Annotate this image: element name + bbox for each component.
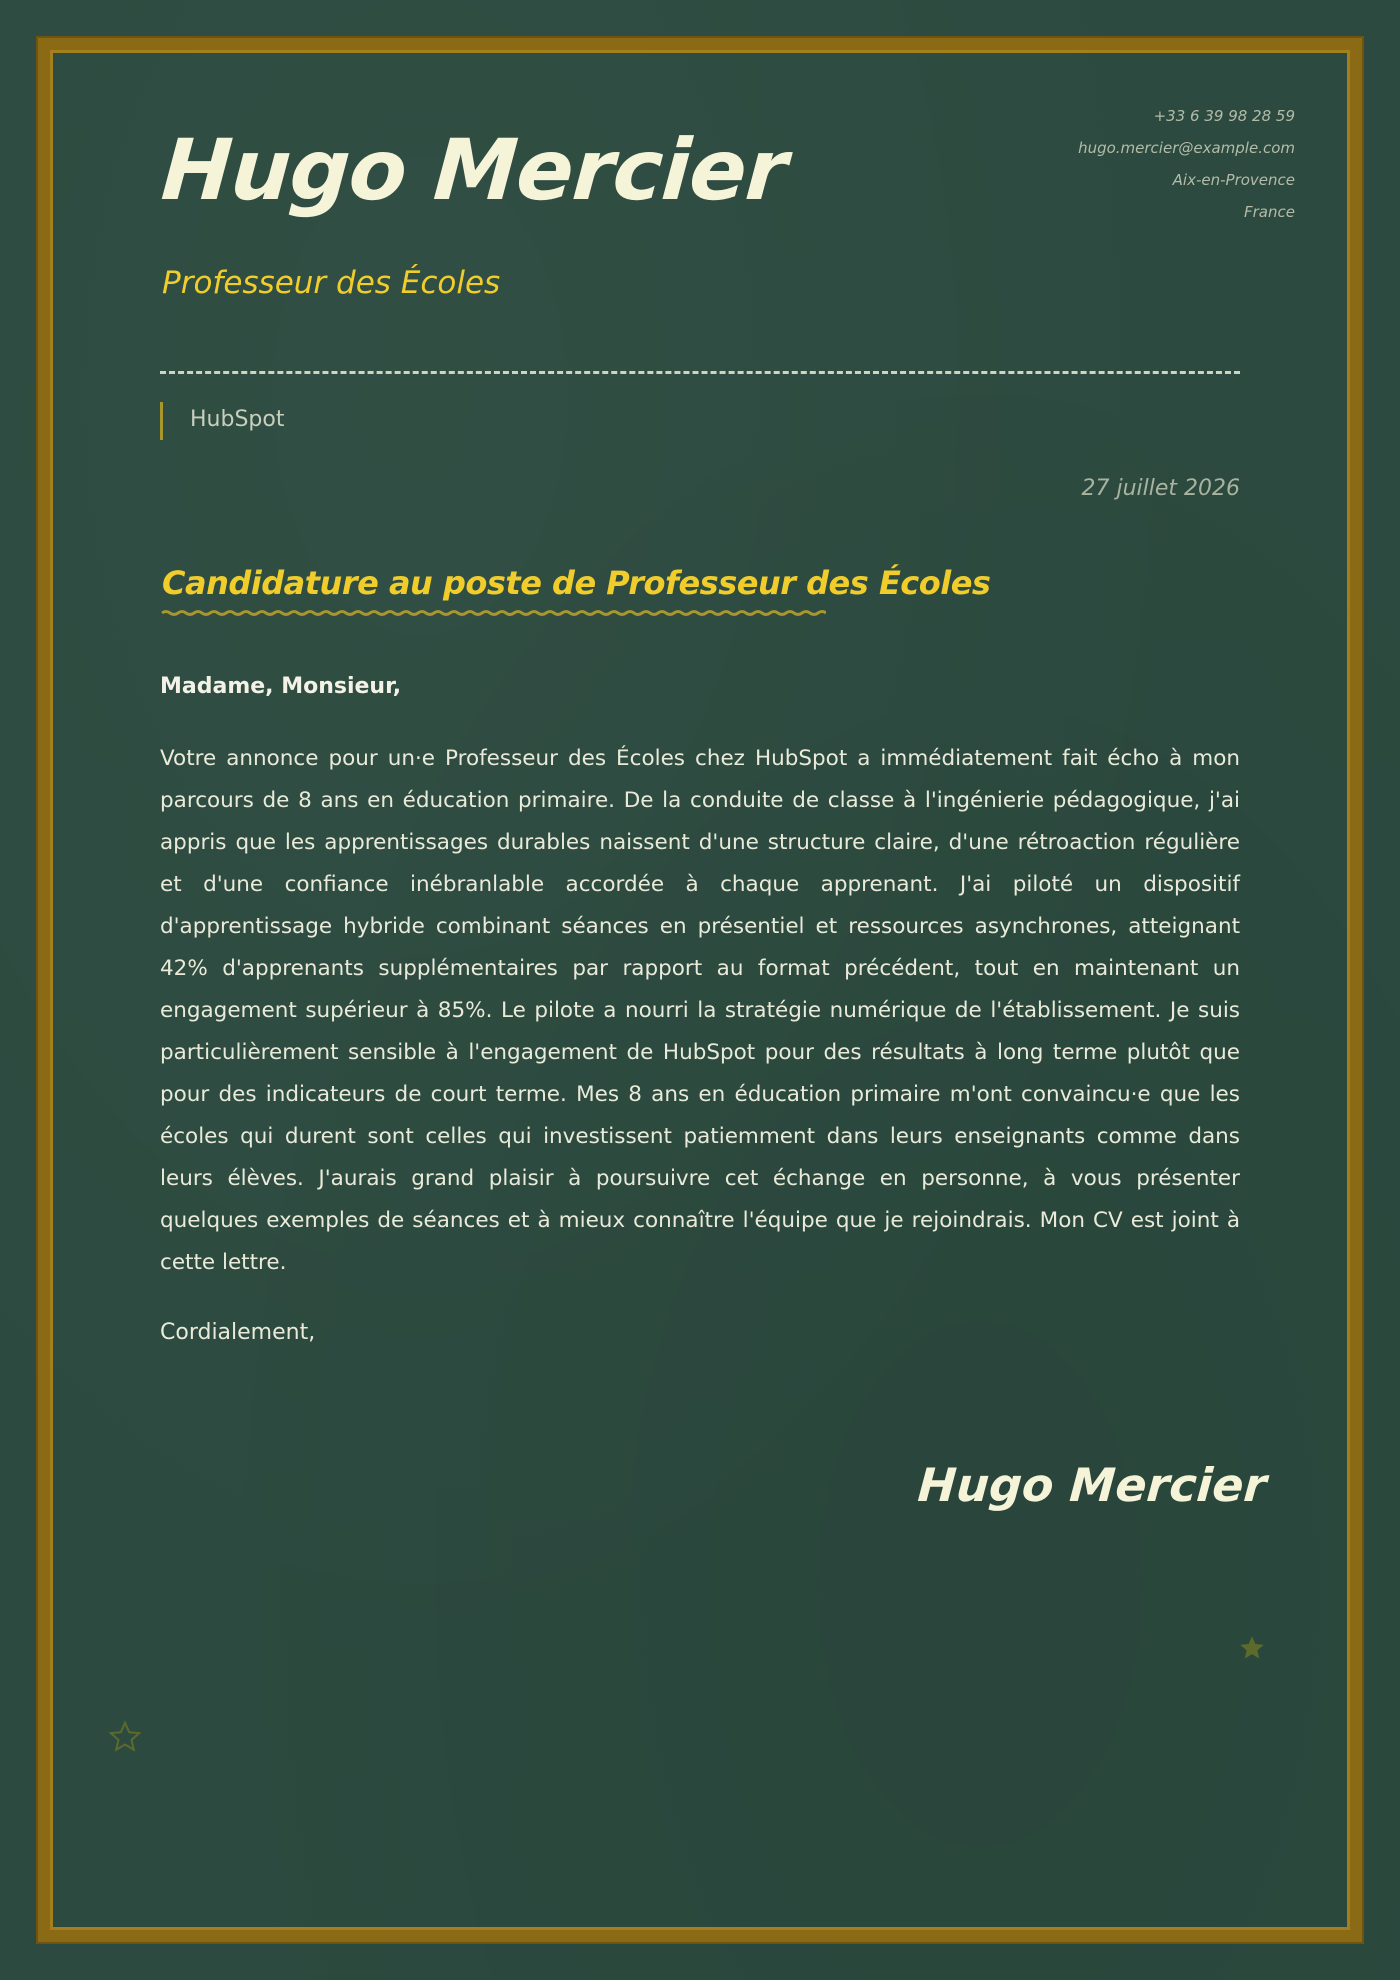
star-outline-icon — [108, 1720, 142, 1754]
subject-wave-underline — [160, 606, 826, 620]
recipient-company: HubSpot — [160, 402, 284, 440]
contact-block — [1078, 100, 1295, 228]
letter-subject: Candidature au poste de Professeur des Écoles — [162, 564, 991, 602]
closing: Cordialement, — [160, 1320, 316, 1345]
signature: Hugo Mercier — [916, 1458, 1269, 1512]
sender-name: Hugo Mercier — [158, 121, 790, 219]
contact-city: Aix-en-Provence — [1172, 171, 1295, 189]
star-filled-icon — [1238, 1634, 1266, 1662]
letter-body: Votre annonce pour un·e Professeur des Écoles chez HubSpot a immédiatement fait écho à mon parcours de 8 ans en éducation primaire. De la conduite de classe à l'ingénierie pédagogique, j'ai appris que les apprentissages durables naissent d'une structure claire, d'une rétroaction régulière et d'une confiance inébranlable accordée à chaque apprenant. J'ai piloté un dispositif d'apprentissage hybride combinant séances en présentiel et ressources asynchrones, atteignant 42% d'apprenants supplémentaires par rapport au format précédent, tout en maintenant un engagement supérieur à 85%. Le pilote a nourri la stratégie numérique de l'établissement. Je suis particulièrement sensible à l'engagement de HubSpot pour des résultats à long terme plutôt que pour des indicateurs de court terme. Mes 8 ans en éducation primaire m'ont convaincu·e que les écoles qui durent sont celles qui investissent patiemment dans leurs enseignants comme dans leurs élèves. J'aurais grand plaisir à poursuivre cet échange en personne, à vous présenter quelques exemples de séances et à mieux connaître l'équipe que je rejoindrais. Mon CV est joint à cette lettre. — [160, 746, 1240, 1275]
salutation: Madame, Monsieur, — [160, 674, 402, 699]
contact-email: hugo.mercier@example.com — [1078, 139, 1295, 157]
header-divider — [160, 371, 1240, 374]
letter-date: 27 juillet 2026 — [1081, 476, 1240, 501]
sender-role: Professeur des Écoles — [162, 265, 501, 301]
contact-country: France — [1244, 203, 1295, 221]
contact-phone: +33 6 39 98 28 59 — [1153, 107, 1295, 125]
